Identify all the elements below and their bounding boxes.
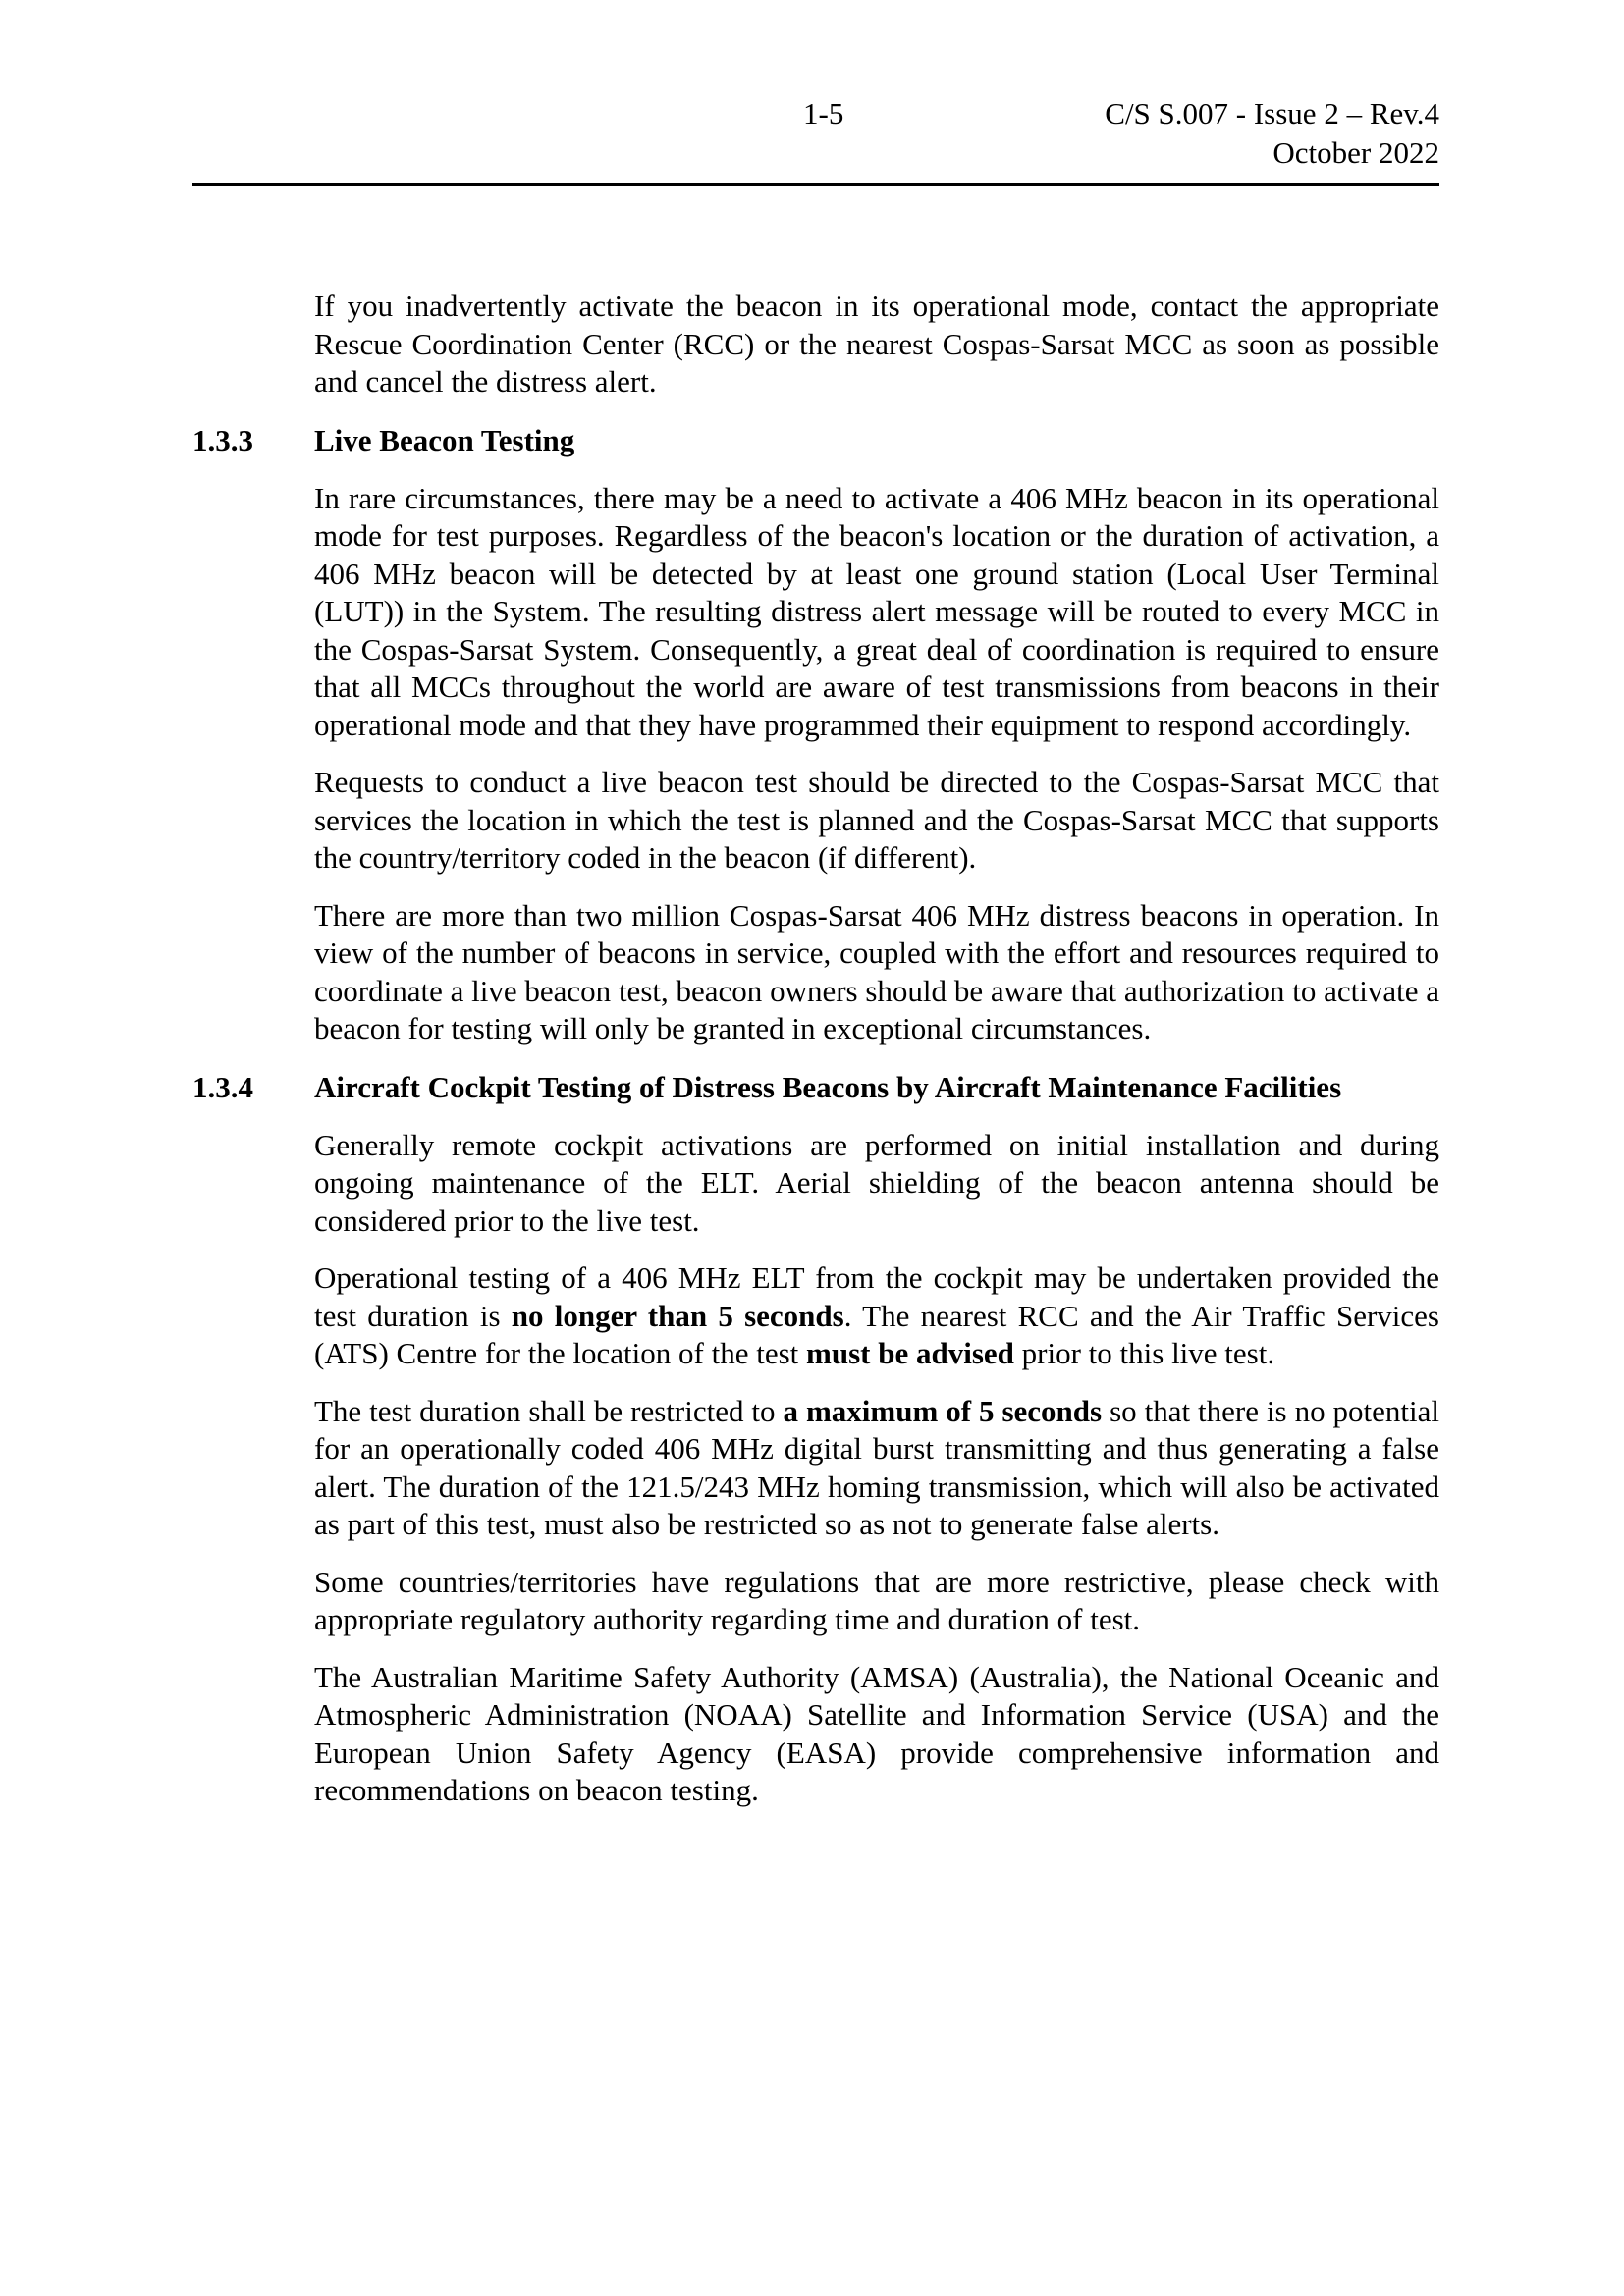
page-header [192,94,1439,186]
document-reference: C/S S.007 - Issue 2 – Rev.4 [1105,96,1439,131]
paragraph: In rare circumstances, there may be a need to activate a 406 MHz beacon in its operational mode for test purposes. Regardless of the beacon's location or the duration of activation, a 406 MHz beacon will be detected by at least one ground station (Local User Terminal (LUT)) in the System. The resulting distress alert message will be routed to every MCC in the Cospas-Sarsat System. Consequently, a great deal of coordination is required to ensure that all MCCs throughout the world are aware of test transmissions from beacons in their operational mode and that they have programmed their equipment to respond accordingly. [314,480,1439,742]
paragraph [314,1393,1439,1544]
paragraph: Some countries/territories have regulations that are more restrictive, please check with appropriate regulatory authority regarding time and duration of test. [314,1564,1439,1636]
section-number: 1.3.4 [192,1069,253,1104]
paragraph [314,1259,1439,1373]
emphasis: must be advised [806,1336,1014,1370]
section-title: Live Beacon Testing [314,422,575,457]
paragraph: The Australian Maritime Safety Authority (AMSA) (Australia), the National Oceanic and Atmospheric Administration (NOAA) Satellite and Information Service (USA) and the European Union Safety Agency (EASA) provide comprehensive information and recommendations on beacon testing. [314,1659,1439,1807]
text-run: Operational testing of a 406 MHz ELT from the cockpit may be undertaken provided the test duration is [314,1260,1439,1333]
document-date: October 2022 [1272,135,1439,170]
emphasis: no longer than 5 seconds [511,1298,844,1333]
section-heading-1-3-3 [192,421,1439,460]
section-title: Aircraft Cockpit Testing of Distress Beacons by Aircraft Maintenance Facilities [314,1069,1342,1104]
intro-paragraph: If you inadvertently activate the beacon in its operational mode, contact the appropriate Rescue Coordination Center (RCC) or the nearest Cospas-Sarsat MCC as soon as possible and cancel the distress alert. [314,289,1439,399]
paragraph: There are more than two million Cospas-Sarsat 406 MHz distress beacons in operation. In view of the number of beacons in service, coupled with the effort and resources required to coordinate a live beacon test, beacon owners should be aware that authorization to activate a beacon for testing will only be granted in exceptional circumstances. [314,897,1439,1045]
text-run: The test duration shall be restricted to [314,1393,784,1428]
section-heading-1-3-4 [192,1068,1439,1107]
section-number: 1.3.3 [192,422,253,457]
text-run: so that there is no potential for an operationally coded 406 MHz digital burst transmitting and thus generating a false alert. The duration of the 121.5/243 MHz homing transmission, which will also be activated as part of this test, must also be restricted so as not to generate false alerts. [314,1393,1439,1541]
page-body [192,288,1439,1810]
paragraph: Generally remote cockpit activations are performed on initial installation and during ongoing maintenance of the ELT. Aerial shielding of the beacon antenna should be considered prior to the live test. [314,1127,1439,1238]
paragraph: Requests to conduct a live beacon test should be directed to the Cospas-Sarsat MCC that services the location in which the test is planned and the Cospas-Sarsat MCC that supports the country/territory coded in the beacon (if different). [314,765,1439,875]
text-run: prior to this live test. [1013,1336,1275,1370]
emphasis: a maximum of 5 seconds [783,1393,1103,1428]
text-run: . The nearest RCC and the Air Traffic Services (ATS) Centre for the location of the test [314,1298,1439,1370]
page-number: 1-5 [803,96,844,131]
